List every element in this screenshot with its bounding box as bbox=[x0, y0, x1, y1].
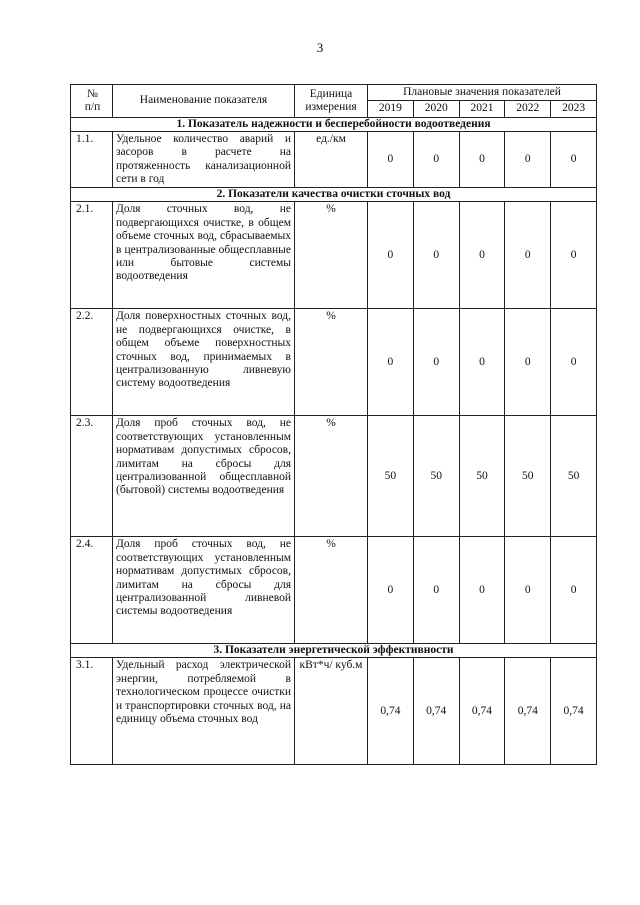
row-value: 0 bbox=[459, 309, 505, 416]
row-number: 2.1. bbox=[71, 202, 113, 309]
row-value: 0 bbox=[551, 309, 597, 416]
row-name: Удельный расход электрической энергии, потребляемой в технологическом процессе очистки и транспортировки сточных вод, на единицу объема сточных вод bbox=[113, 658, 295, 765]
row-name: Доля сточных вод, не подвергающихся очистке, в общем объеме сточных вод, сбрасываемых в централизованные общесплавные или бытовые системы водоотведения bbox=[113, 202, 295, 309]
row-number: 2.3. bbox=[71, 416, 113, 537]
page-number: 3 bbox=[316, 40, 324, 55]
row-value: 50 bbox=[505, 416, 551, 537]
row-value: 0 bbox=[505, 202, 551, 309]
header-planned: Плановые значения показателей bbox=[368, 85, 597, 101]
row-value: 0,74 bbox=[368, 658, 414, 765]
header-number: № п/п bbox=[71, 85, 113, 118]
table-row bbox=[71, 202, 597, 309]
row-name: Доля проб сточных вод, не соответствующих установленным нормативам допустимых сбросов, лимитам на сбросы для централизованной общесплавной (бытовой) системы водоотведения bbox=[113, 416, 295, 537]
row-value: 0 bbox=[368, 202, 414, 309]
row-name: Удельное количество аварий и засоров в расчете на протяженность канализационной сети в год bbox=[113, 131, 295, 188]
row-name: Доля поверхностных сточных вод, не подвергающихся очистке, в общем объеме поверхностных сточных вод, принимаемых в централизованную ливневую систему водоотведения bbox=[113, 309, 295, 416]
row-value: 50 bbox=[413, 416, 459, 537]
row-unit: ед./км bbox=[295, 131, 368, 188]
row-value: 0 bbox=[368, 309, 414, 416]
header-name: Наименование показателя bbox=[113, 85, 295, 118]
header-year: 2023 bbox=[551, 101, 597, 117]
row-value: 0,74 bbox=[505, 658, 551, 765]
row-value: 0 bbox=[368, 131, 414, 188]
row-value: 0 bbox=[459, 202, 505, 309]
row-unit: % bbox=[295, 537, 368, 644]
row-value: 0 bbox=[413, 131, 459, 188]
row-unit: % bbox=[295, 202, 368, 309]
row-value: 0 bbox=[551, 131, 597, 188]
indicators-table bbox=[70, 84, 597, 765]
row-value: 0 bbox=[413, 309, 459, 416]
header-unit: Единица измерения bbox=[295, 85, 368, 118]
row-number: 3.1. bbox=[71, 658, 113, 765]
row-value: 0,74 bbox=[413, 658, 459, 765]
row-value: 0 bbox=[413, 202, 459, 309]
row-value: 0 bbox=[459, 131, 505, 188]
row-value: 0 bbox=[505, 131, 551, 188]
row-unit: кВт*ч/ куб.м bbox=[295, 658, 368, 765]
section-title: 3. Показатели энергетической эффективности bbox=[71, 644, 597, 658]
section-title: 2. Показатели качества очистки сточных вод bbox=[71, 188, 597, 202]
header-year: 2022 bbox=[505, 101, 551, 117]
row-unit: % bbox=[295, 416, 368, 537]
table-row bbox=[71, 416, 597, 537]
row-value: 0,74 bbox=[459, 658, 505, 765]
row-number: 2.2. bbox=[71, 309, 113, 416]
row-number: 1.1. bbox=[71, 131, 113, 188]
row-value: 50 bbox=[368, 416, 414, 537]
row-unit: % bbox=[295, 309, 368, 416]
header-year: 2021 bbox=[459, 101, 505, 117]
row-value: 0 bbox=[505, 309, 551, 416]
row-value: 0 bbox=[551, 202, 597, 309]
row-value: 0 bbox=[368, 537, 414, 644]
row-value: 0 bbox=[505, 537, 551, 644]
section-title: 1. Показатель надежности и бесперебойности водоотведения bbox=[71, 117, 597, 131]
row-value: 0,74 bbox=[551, 658, 597, 765]
row-value: 50 bbox=[551, 416, 597, 537]
header-year: 2019 bbox=[368, 101, 414, 117]
row-number: 2.4. bbox=[71, 537, 113, 644]
row-value: 0 bbox=[551, 537, 597, 644]
table-row bbox=[71, 309, 597, 416]
row-value: 0 bbox=[413, 537, 459, 644]
row-name: Доля проб сточных вод, не соответствующих установленным нормативам допустимых сбросов, лимитам на сбросы для централизованной ливневой системы водоотведения bbox=[113, 537, 295, 644]
table-row bbox=[71, 131, 597, 188]
row-value: 0 bbox=[459, 537, 505, 644]
table-row bbox=[71, 658, 597, 765]
table-row bbox=[71, 537, 597, 644]
row-value: 50 bbox=[459, 416, 505, 537]
header-year: 2020 bbox=[413, 101, 459, 117]
